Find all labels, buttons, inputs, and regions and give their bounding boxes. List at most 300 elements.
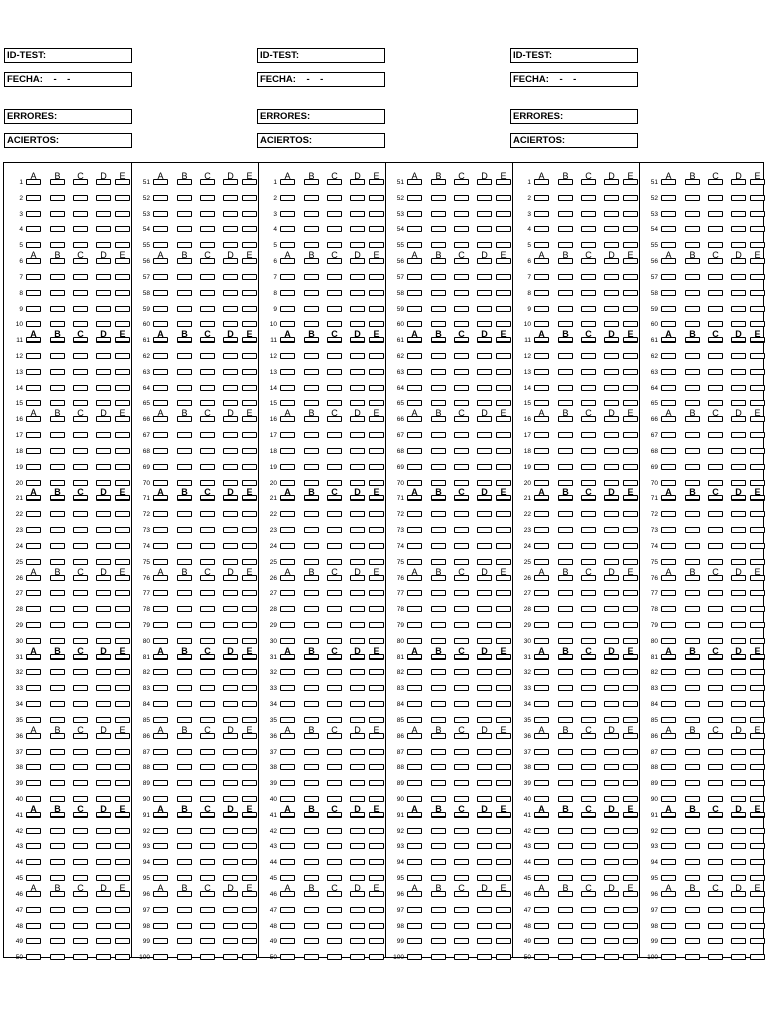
answer-bubble-c[interactable] <box>454 622 469 628</box>
answer-bubble-b[interactable] <box>558 938 573 944</box>
answer-bubble-d[interactable] <box>477 195 492 201</box>
answer-bubble-c[interactable] <box>581 559 596 565</box>
answer-bubble-e[interactable] <box>369 448 384 454</box>
answer-bubble-a[interactable] <box>661 685 676 691</box>
answer-bubble-d[interactable] <box>477 622 492 628</box>
answer-bubble-a[interactable] <box>661 527 676 533</box>
answer-bubble-e[interactable] <box>115 764 130 770</box>
answer-bubble-b[interactable] <box>304 669 319 675</box>
answer-bubble-a[interactable] <box>26 843 41 849</box>
answer-bubble-e[interactable] <box>496 242 511 248</box>
answer-bubble-d[interactable] <box>350 606 365 612</box>
answer-bubble-b[interactable] <box>558 527 573 533</box>
answer-bubble-b[interactable] <box>177 780 192 786</box>
answer-bubble-c[interactable] <box>200 274 215 280</box>
answer-bubble-a[interactable] <box>280 385 295 391</box>
answer-bubble-a[interactable] <box>534 274 549 280</box>
answer-bubble-b[interactable] <box>177 543 192 549</box>
answer-bubble-b[interactable] <box>177 211 192 217</box>
answer-bubble-e[interactable] <box>115 685 130 691</box>
answer-bubble-b[interactable] <box>304 780 319 786</box>
answer-bubble-e[interactable] <box>623 843 638 849</box>
answer-bubble-c[interactable] <box>708 242 723 248</box>
answer-bubble-e[interactable] <box>623 385 638 391</box>
answer-bubble-a[interactable] <box>280 400 295 406</box>
answer-bubble-e[interactable] <box>623 321 638 327</box>
answer-bubble-d[interactable] <box>223 448 238 454</box>
answer-bubble-d[interactable] <box>477 242 492 248</box>
answer-bubble-e[interactable] <box>496 875 511 881</box>
answer-bubble-e[interactable] <box>115 590 130 596</box>
answer-bubble-a[interactable] <box>661 226 676 232</box>
answer-bubble-a[interactable] <box>280 242 295 248</box>
answer-bubble-b[interactable] <box>50 448 65 454</box>
answer-bubble-e[interactable] <box>623 622 638 628</box>
answer-bubble-a[interactable] <box>407 385 422 391</box>
answer-bubble-b[interactable] <box>177 938 192 944</box>
answer-bubble-e[interactable] <box>496 543 511 549</box>
answer-bubble-b[interactable] <box>685 606 700 612</box>
answer-bubble-c[interactable] <box>708 875 723 881</box>
answer-bubble-b[interactable] <box>558 385 573 391</box>
answer-bubble-e[interactable] <box>623 242 638 248</box>
answer-bubble-a[interactable] <box>534 432 549 438</box>
answer-bubble-e[interactable] <box>496 669 511 675</box>
fecha-field[interactable]: FECHA: - - <box>510 72 638 87</box>
answer-bubble-d[interactable] <box>350 622 365 628</box>
answer-bubble-a[interactable] <box>280 353 295 359</box>
answer-bubble-c[interactable] <box>581 701 596 707</box>
answer-bubble-a[interactable] <box>280 669 295 675</box>
answer-bubble-a[interactable] <box>280 274 295 280</box>
answer-bubble-b[interactable] <box>558 717 573 723</box>
answer-bubble-d[interactable] <box>223 923 238 929</box>
answer-bubble-d[interactable] <box>731 195 746 201</box>
answer-bubble-a[interactable] <box>153 828 168 834</box>
answer-bubble-b[interactable] <box>685 432 700 438</box>
answer-bubble-e[interactable] <box>242 907 257 913</box>
answer-bubble-b[interactable] <box>558 274 573 280</box>
answer-bubble-d[interactable] <box>96 369 111 375</box>
answer-bubble-b[interactable] <box>558 606 573 612</box>
answer-bubble-c[interactable] <box>73 321 88 327</box>
answer-bubble-b[interactable] <box>50 464 65 470</box>
answer-bubble-c[interactable] <box>73 211 88 217</box>
answer-bubble-d[interactable] <box>350 717 365 723</box>
answer-bubble-b[interactable] <box>50 828 65 834</box>
answer-bubble-c[interactable] <box>581 290 596 296</box>
answer-bubble-b[interactable] <box>177 321 192 327</box>
answer-bubble-c[interactable] <box>454 527 469 533</box>
answer-bubble-c[interactable] <box>327 543 342 549</box>
answer-bubble-a[interactable] <box>534 764 549 770</box>
answer-bubble-c[interactable] <box>200 448 215 454</box>
answer-bubble-d[interactable] <box>350 843 365 849</box>
answer-bubble-a[interactable] <box>26 685 41 691</box>
answer-bubble-c[interactable] <box>708 559 723 565</box>
answer-bubble-b[interactable] <box>558 511 573 517</box>
answer-bubble-d[interactable] <box>604 606 619 612</box>
answer-bubble-d[interactable] <box>604 226 619 232</box>
answer-bubble-b[interactable] <box>50 875 65 881</box>
answer-bubble-c[interactable] <box>327 606 342 612</box>
answer-bubble-e[interactable] <box>115 353 130 359</box>
answer-bubble-d[interactable] <box>96 749 111 755</box>
answer-bubble-b[interactable] <box>431 559 446 565</box>
answer-bubble-e[interactable] <box>750 353 765 359</box>
answer-bubble-d[interactable] <box>96 448 111 454</box>
answer-bubble-d[interactable] <box>96 685 111 691</box>
answer-bubble-c[interactable] <box>73 907 88 913</box>
answer-bubble-a[interactable] <box>534 859 549 865</box>
answer-bubble-a[interactable] <box>26 464 41 470</box>
answer-bubble-c[interactable] <box>73 590 88 596</box>
answer-bubble-a[interactable] <box>153 464 168 470</box>
answer-bubble-c[interactable] <box>708 606 723 612</box>
answer-bubble-b[interactable] <box>177 638 192 644</box>
answer-bubble-a[interactable] <box>661 669 676 675</box>
answer-bubble-c[interactable] <box>200 432 215 438</box>
answer-bubble-e[interactable] <box>369 923 384 929</box>
answer-bubble-e[interactable] <box>623 448 638 454</box>
answer-bubble-d[interactable] <box>223 796 238 802</box>
answer-bubble-c[interactable] <box>581 923 596 929</box>
answer-bubble-d[interactable] <box>731 306 746 312</box>
answer-bubble-b[interactable] <box>304 954 319 960</box>
answer-bubble-c[interactable] <box>581 938 596 944</box>
answer-bubble-b[interactable] <box>304 274 319 280</box>
answer-bubble-d[interactable] <box>604 464 619 470</box>
answer-bubble-a[interactable] <box>153 290 168 296</box>
answer-bubble-d[interactable] <box>477 764 492 770</box>
answer-bubble-a[interactable] <box>153 907 168 913</box>
answer-bubble-e[interactable] <box>623 559 638 565</box>
answer-bubble-b[interactable] <box>431 211 446 217</box>
answer-bubble-b[interactable] <box>177 828 192 834</box>
answer-bubble-d[interactable] <box>477 717 492 723</box>
answer-bubble-a[interactable] <box>534 669 549 675</box>
answer-bubble-d[interactable] <box>731 843 746 849</box>
answer-bubble-b[interactable] <box>685 559 700 565</box>
answer-bubble-d[interactable] <box>96 938 111 944</box>
answer-bubble-e[interactable] <box>115 606 130 612</box>
answer-bubble-c[interactable] <box>581 211 596 217</box>
answer-bubble-e[interactable] <box>369 480 384 486</box>
answer-bubble-b[interactable] <box>685 290 700 296</box>
answer-bubble-d[interactable] <box>731 954 746 960</box>
answer-bubble-a[interactable] <box>534 242 549 248</box>
answer-bubble-c[interactable] <box>200 796 215 802</box>
answer-bubble-a[interactable] <box>26 242 41 248</box>
answer-bubble-e[interactable] <box>750 369 765 375</box>
answer-bubble-c[interactable] <box>200 828 215 834</box>
answer-bubble-d[interactable] <box>96 290 111 296</box>
answer-bubble-d[interactable] <box>96 764 111 770</box>
answer-bubble-e[interactable] <box>496 400 511 406</box>
answer-bubble-e[interactable] <box>369 780 384 786</box>
answer-bubble-e[interactable] <box>623 511 638 517</box>
answer-bubble-d[interactable] <box>96 400 111 406</box>
answer-bubble-c[interactable] <box>327 195 342 201</box>
answer-bubble-b[interactable] <box>50 369 65 375</box>
answer-bubble-a[interactable] <box>280 448 295 454</box>
answer-bubble-c[interactable] <box>327 385 342 391</box>
answer-bubble-a[interactable] <box>280 907 295 913</box>
answer-bubble-b[interactable] <box>558 226 573 232</box>
answer-bubble-a[interactable] <box>407 559 422 565</box>
answer-bubble-d[interactable] <box>96 875 111 881</box>
answer-bubble-d[interactable] <box>731 701 746 707</box>
answer-bubble-a[interactable] <box>26 274 41 280</box>
answer-bubble-a[interactable] <box>26 638 41 644</box>
answer-bubble-e[interactable] <box>750 907 765 913</box>
answer-bubble-e[interactable] <box>242 480 257 486</box>
answer-bubble-e[interactable] <box>115 211 130 217</box>
answer-bubble-e[interactable] <box>750 274 765 280</box>
answer-bubble-c[interactable] <box>454 432 469 438</box>
answer-bubble-a[interactable] <box>661 780 676 786</box>
answer-bubble-c[interactable] <box>581 464 596 470</box>
answer-bubble-b[interactable] <box>431 717 446 723</box>
answer-bubble-b[interactable] <box>304 843 319 849</box>
answer-bubble-c[interactable] <box>454 954 469 960</box>
answer-bubble-d[interactable] <box>96 195 111 201</box>
answer-bubble-b[interactable] <box>431 938 446 944</box>
answer-bubble-d[interactable] <box>477 480 492 486</box>
answer-bubble-b[interactable] <box>685 400 700 406</box>
answer-bubble-b[interactable] <box>685 764 700 770</box>
answer-bubble-a[interactable] <box>26 907 41 913</box>
answer-bubble-e[interactable] <box>242 226 257 232</box>
answer-bubble-a[interactable] <box>280 749 295 755</box>
answer-bubble-b[interactable] <box>304 353 319 359</box>
answer-bubble-a[interactable] <box>407 669 422 675</box>
answer-bubble-a[interactable] <box>280 511 295 517</box>
answer-bubble-d[interactable] <box>604 907 619 913</box>
answer-bubble-a[interactable] <box>407 211 422 217</box>
answer-bubble-d[interactable] <box>96 527 111 533</box>
answer-bubble-e[interactable] <box>623 290 638 296</box>
answer-bubble-e[interactable] <box>242 828 257 834</box>
answer-bubble-d[interactable] <box>96 638 111 644</box>
answer-bubble-e[interactable] <box>369 321 384 327</box>
answer-bubble-c[interactable] <box>73 875 88 881</box>
answer-bubble-b[interactable] <box>50 559 65 565</box>
answer-bubble-c[interactable] <box>200 638 215 644</box>
answer-bubble-e[interactable] <box>369 353 384 359</box>
answer-bubble-e[interactable] <box>115 432 130 438</box>
answer-bubble-e[interactable] <box>242 527 257 533</box>
answer-bubble-c[interactable] <box>73 242 88 248</box>
answer-bubble-b[interactable] <box>685 448 700 454</box>
answer-bubble-c[interactable] <box>581 717 596 723</box>
answer-bubble-c[interactable] <box>73 796 88 802</box>
answer-bubble-a[interactable] <box>534 622 549 628</box>
answer-bubble-e[interactable] <box>496 321 511 327</box>
answer-bubble-d[interactable] <box>731 464 746 470</box>
answer-bubble-c[interactable] <box>327 306 342 312</box>
answer-bubble-a[interactable] <box>534 954 549 960</box>
answer-bubble-b[interactable] <box>177 923 192 929</box>
answer-bubble-c[interactable] <box>708 211 723 217</box>
answer-bubble-b[interactable] <box>50 321 65 327</box>
answer-bubble-b[interactable] <box>177 448 192 454</box>
answer-bubble-c[interactable] <box>327 717 342 723</box>
answer-bubble-c[interactable] <box>200 480 215 486</box>
answer-bubble-d[interactable] <box>350 764 365 770</box>
answer-bubble-d[interactable] <box>96 717 111 723</box>
answer-bubble-c[interactable] <box>454 843 469 849</box>
answer-bubble-c[interactable] <box>327 828 342 834</box>
answer-bubble-a[interactable] <box>407 353 422 359</box>
answer-bubble-b[interactable] <box>304 432 319 438</box>
answer-bubble-c[interactable] <box>327 527 342 533</box>
answer-bubble-b[interactable] <box>685 843 700 849</box>
answer-bubble-b[interactable] <box>304 717 319 723</box>
answer-bubble-a[interactable] <box>26 780 41 786</box>
answer-bubble-d[interactable] <box>604 480 619 486</box>
answer-bubble-a[interactable] <box>280 306 295 312</box>
answer-bubble-d[interactable] <box>223 527 238 533</box>
answer-bubble-a[interactable] <box>534 290 549 296</box>
answer-bubble-c[interactable] <box>454 511 469 517</box>
answer-bubble-e[interactable] <box>369 749 384 755</box>
answer-bubble-a[interactable] <box>534 923 549 929</box>
answer-bubble-a[interactable] <box>407 938 422 944</box>
answer-bubble-d[interactable] <box>731 590 746 596</box>
answer-bubble-d[interactable] <box>96 669 111 675</box>
answer-bubble-d[interactable] <box>477 606 492 612</box>
answer-bubble-d[interactable] <box>604 780 619 786</box>
answer-bubble-d[interactable] <box>731 511 746 517</box>
answer-bubble-d[interactable] <box>350 211 365 217</box>
answer-bubble-d[interactable] <box>96 559 111 565</box>
answer-bubble-c[interactable] <box>454 749 469 755</box>
answer-bubble-b[interactable] <box>50 400 65 406</box>
answer-bubble-c[interactable] <box>454 859 469 865</box>
answer-bubble-c[interactable] <box>73 306 88 312</box>
answer-bubble-d[interactable] <box>96 954 111 960</box>
answer-bubble-d[interactable] <box>477 907 492 913</box>
answer-bubble-e[interactable] <box>242 448 257 454</box>
answer-bubble-d[interactable] <box>731 764 746 770</box>
answer-bubble-e[interactable] <box>750 306 765 312</box>
answer-bubble-a[interactable] <box>534 843 549 849</box>
answer-bubble-b[interactable] <box>304 306 319 312</box>
answer-bubble-d[interactable] <box>223 938 238 944</box>
answer-bubble-b[interactable] <box>685 954 700 960</box>
answer-bubble-d[interactable] <box>96 859 111 865</box>
answer-bubble-d[interactable] <box>477 448 492 454</box>
answer-bubble-a[interactable] <box>153 448 168 454</box>
answer-bubble-b[interactable] <box>177 527 192 533</box>
answer-bubble-d[interactable] <box>223 701 238 707</box>
answer-bubble-e[interactable] <box>623 669 638 675</box>
answer-bubble-a[interactable] <box>407 480 422 486</box>
answer-bubble-b[interactable] <box>431 859 446 865</box>
answer-bubble-c[interactable] <box>73 606 88 612</box>
answer-bubble-d[interactable] <box>604 211 619 217</box>
answer-bubble-a[interactable] <box>280 717 295 723</box>
answer-bubble-a[interactable] <box>153 606 168 612</box>
answer-bubble-e[interactable] <box>496 749 511 755</box>
answer-bubble-b[interactable] <box>50 669 65 675</box>
answer-bubble-a[interactable] <box>280 685 295 691</box>
answer-bubble-b[interactable] <box>558 590 573 596</box>
answer-bubble-b[interactable] <box>177 242 192 248</box>
answer-bubble-d[interactable] <box>96 796 111 802</box>
answer-bubble-d[interactable] <box>604 701 619 707</box>
id-test-field[interactable]: ID-TEST: <box>257 48 385 63</box>
answer-bubble-e[interactable] <box>496 938 511 944</box>
answer-bubble-a[interactable] <box>26 622 41 628</box>
answer-bubble-d[interactable] <box>350 242 365 248</box>
answer-bubble-a[interactable] <box>153 242 168 248</box>
answer-bubble-b[interactable] <box>685 701 700 707</box>
answer-bubble-a[interactable] <box>280 464 295 470</box>
answer-bubble-c[interactable] <box>708 385 723 391</box>
answer-bubble-d[interactable] <box>96 606 111 612</box>
answer-bubble-e[interactable] <box>496 764 511 770</box>
answer-bubble-d[interactable] <box>223 907 238 913</box>
answer-bubble-c[interactable] <box>327 590 342 596</box>
answer-bubble-e[interactable] <box>496 511 511 517</box>
answer-bubble-a[interactable] <box>280 480 295 486</box>
answer-bubble-d[interactable] <box>477 938 492 944</box>
answer-bubble-d[interactable] <box>350 369 365 375</box>
answer-bubble-b[interactable] <box>431 511 446 517</box>
answer-bubble-b[interactable] <box>431 875 446 881</box>
answer-bubble-e[interactable] <box>369 385 384 391</box>
answer-bubble-c[interactable] <box>708 749 723 755</box>
answer-bubble-b[interactable] <box>50 843 65 849</box>
answer-bubble-d[interactable] <box>604 543 619 549</box>
answer-bubble-b[interactable] <box>558 353 573 359</box>
answer-bubble-e[interactable] <box>115 306 130 312</box>
answer-bubble-a[interactable] <box>153 353 168 359</box>
answer-bubble-e[interactable] <box>623 306 638 312</box>
answer-bubble-e[interactable] <box>242 211 257 217</box>
answer-bubble-c[interactable] <box>200 464 215 470</box>
answer-bubble-d[interactable] <box>350 859 365 865</box>
answer-bubble-d[interactable] <box>604 875 619 881</box>
answer-bubble-e[interactable] <box>115 400 130 406</box>
answer-bubble-c[interactable] <box>708 321 723 327</box>
answer-bubble-b[interactable] <box>50 306 65 312</box>
answer-bubble-b[interactable] <box>685 828 700 834</box>
answer-bubble-b[interactable] <box>50 796 65 802</box>
answer-bubble-a[interactable] <box>407 369 422 375</box>
answer-bubble-d[interactable] <box>350 954 365 960</box>
answer-bubble-d[interactable] <box>604 796 619 802</box>
answer-bubble-c[interactable] <box>708 400 723 406</box>
answer-bubble-d[interactable] <box>350 400 365 406</box>
answer-bubble-c[interactable] <box>454 764 469 770</box>
answer-bubble-c[interactable] <box>327 875 342 881</box>
answer-bubble-a[interactable] <box>280 923 295 929</box>
answer-bubble-c[interactable] <box>454 923 469 929</box>
answer-bubble-a[interactable] <box>153 590 168 596</box>
answer-bubble-e[interactable] <box>750 701 765 707</box>
answer-bubble-d[interactable] <box>223 226 238 232</box>
answer-bubble-a[interactable] <box>407 306 422 312</box>
answer-bubble-a[interactable] <box>407 843 422 849</box>
answer-bubble-c[interactable] <box>581 369 596 375</box>
answer-bubble-a[interactable] <box>407 511 422 517</box>
answer-bubble-a[interactable] <box>407 590 422 596</box>
answer-bubble-a[interactable] <box>661 907 676 913</box>
answer-bubble-d[interactable] <box>731 875 746 881</box>
